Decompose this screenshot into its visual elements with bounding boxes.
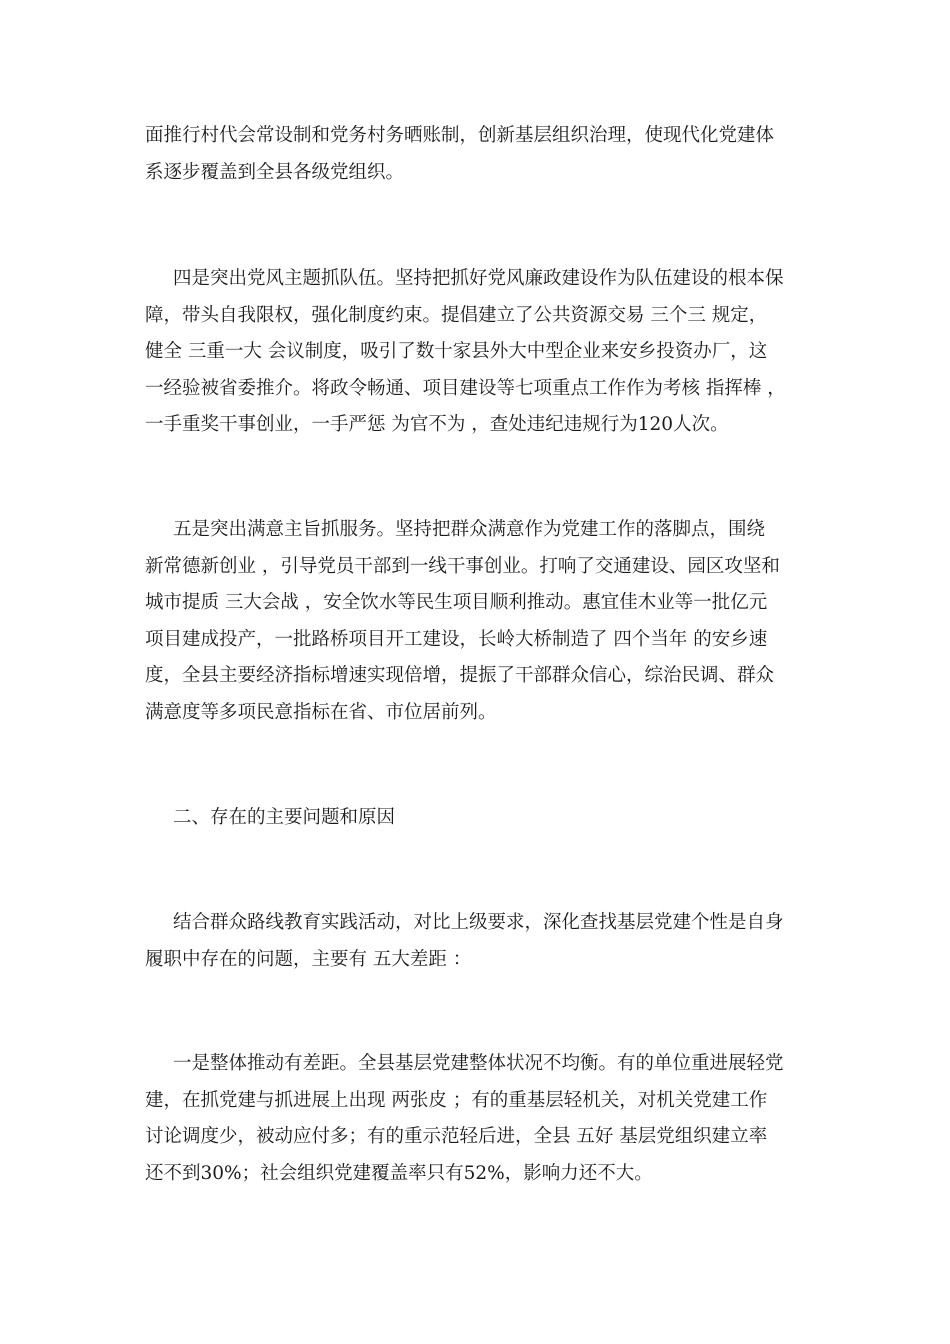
paragraph-service	[145, 512, 810, 731]
text-line: 度，全县主要经济指标增速实现倍增，提振了干部群众信心，综治民调、群众	[145, 665, 775, 686]
text-line: 满意度等多项民意指标在省、市位居前列。	[145, 701, 497, 723]
text-line: 二、存在的主要问题和原因	[173, 807, 396, 828]
paragraph-problems-intro	[145, 905, 810, 978]
text-line: 项目建成投产，一批路桥项目开工建设，长岭大桥制造了 四个当年 的安乡速	[145, 628, 768, 650]
text-line: 履职中存在的问题，主要有 五大差距 ：	[145, 948, 472, 970]
text-line: 还不到30%；社会组织党建覆盖率只有52%，影响力还不大。	[145, 1162, 653, 1184]
text-line: 障，带头自我限权，强化制度约束。提倡建立了公共资源交易 三个三 规定，	[145, 304, 768, 326]
text-line: 讨论调度少，被动应付多；有的重示范轻后进，全县 五好 基层党组织建立率	[145, 1126, 768, 1147]
section-heading	[145, 800, 810, 837]
paragraph-gap-one	[145, 1046, 810, 1192]
text-line: 系逐步覆盖到全县各级党组织。	[145, 161, 405, 183]
text-line: 一手重奖干事创业，一手严惩 为官不为 ，查处违纪违规行为120人次。	[145, 414, 729, 435]
text-line: 一经验被省委推介。将政令畅通、项目建设等七项重点工作作为考核 指挥棒 ，	[145, 377, 786, 399]
text-line: 建，在抓党建与抓进展上出现 两张皮 ；有的重基层轻机关，对机关党建工作	[145, 1089, 768, 1111]
text-line: 城市提质 三大会战 ，安全饮水等民生项目顺利推动。惠宜佳木业等一批亿元	[145, 592, 768, 613]
text-line: 结合群众路线教育实践活动，对比上级要求，深化查找基层党建个性是自身	[173, 912, 784, 933]
text-line: 五是突出满意主旨抓服务。坚持把群众满意作为党建工作的落脚点，围绕	[173, 519, 766, 540]
paragraph-party-style	[145, 261, 810, 444]
text-line: 四是突出党风主题抓队伍。坚持把抓好党风廉政建设作为队伍建设的根本保	[173, 268, 784, 289]
paragraph-continuation	[145, 118, 810, 191]
text-line: 健全 三重一大 会议制度，吸引了数十家县外大中型企业来安乡投资办厂，这	[145, 341, 768, 362]
text-line: 面推行村代会常设制和党务村务晒账制，创新基层组织治理，使现代化党建体	[145, 125, 775, 146]
text-line: 一是整体推动有差距。全县基层党建整体状况不均衡。有的单位重进展轻党	[173, 1053, 784, 1074]
text-line: 新常德新创业 ，引导党员干部到一线干事创业。打响了交通建设、园区攻坚和	[145, 555, 780, 577]
